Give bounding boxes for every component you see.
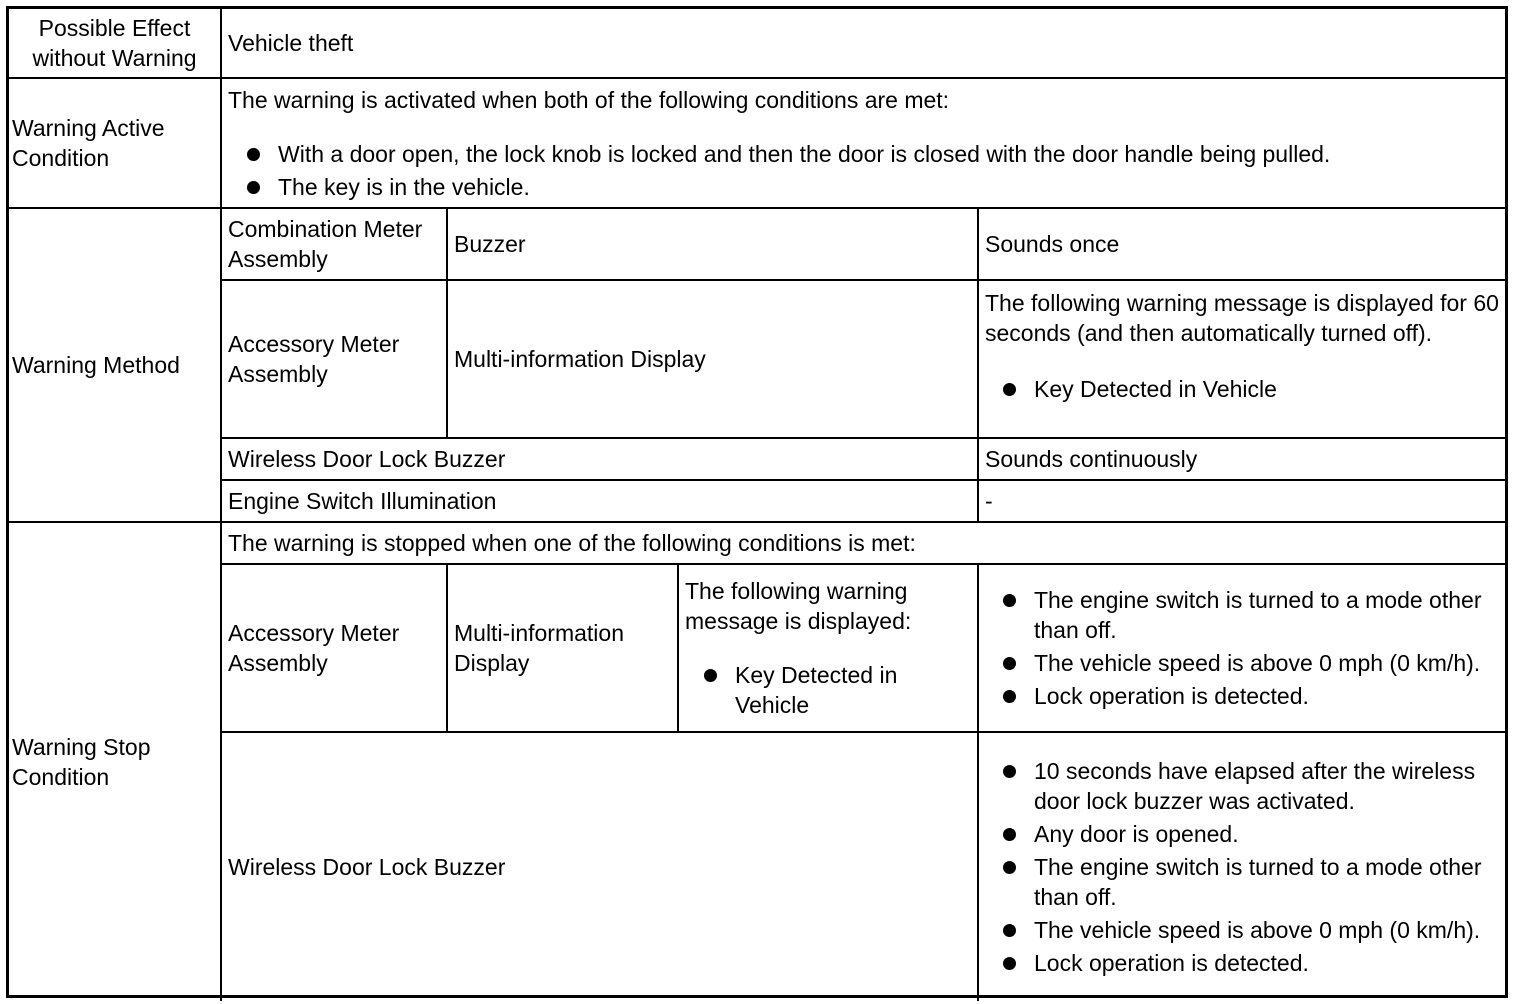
- method-device: Multi-information Display: [454, 346, 706, 372]
- stop-conditions: [985, 565, 1500, 731]
- bullet-icon: [1003, 594, 1016, 607]
- active-condition-label: Warning Active Condition: [12, 115, 165, 171]
- list-item: The vehicle speed is above 0 mph (0 km/h).: [1003, 915, 1500, 945]
- list-item: The engine switch is turned to a mode other than off.: [1003, 585, 1500, 645]
- stop-component: Accessory Meter Assembly: [228, 620, 400, 676]
- stop-conditions-list: [985, 585, 1500, 711]
- warning-method-label: Warning Method: [12, 352, 180, 378]
- possible-effect-value: Vehicle theft: [228, 30, 354, 56]
- stop-conditions-list: [985, 756, 1500, 978]
- list-item: The key is in the vehicle.: [247, 172, 1498, 202]
- list-item: The vehicle speed is above 0 mph (0 km/h).: [1003, 648, 1500, 678]
- stop-message: The following warning message is displayed: Key Detected in Vehicle: [685, 565, 975, 731]
- bullet-icon: [1003, 957, 1016, 970]
- method-device: Buzzer: [454, 231, 526, 257]
- bullet-icon: [1003, 828, 1016, 841]
- stop-component: Wireless Door Lock Buzzer: [228, 854, 506, 880]
- bullet-icon: [247, 148, 260, 161]
- bullet-icon: [1003, 383, 1016, 396]
- list-item: 10 seconds have elapsed after the wireless door lock buzzer was activated.: [1003, 756, 1500, 816]
- list-item: Lock operation is detected.: [1003, 948, 1500, 978]
- active-condition-content: [228, 85, 1498, 207]
- method-component: Combination Meter Assembly: [228, 216, 423, 272]
- bullet-icon: [1003, 690, 1016, 703]
- method-component: Engine Switch Illumination: [228, 488, 497, 514]
- method-component: Wireless Door Lock Buzzer: [228, 446, 506, 472]
- method-description: The following warning message is displayed for 60 seconds (and then automatically turned off). Key Detected in Vehicle: [985, 290, 1499, 402]
- bullet-icon: [1003, 765, 1016, 778]
- list-item: Key Detected in Vehicle: [985, 374, 1500, 404]
- method-description: -: [985, 488, 993, 514]
- list-item: The engine switch is turned to a mode other than off.: [1003, 852, 1500, 912]
- bullet-icon: [1003, 924, 1016, 937]
- method-component: Accessory Meter Assembly: [228, 331, 400, 387]
- warning-table: [6, 6, 1508, 998]
- active-condition-list: [228, 139, 1498, 202]
- bullet-icon: [1003, 657, 1016, 670]
- possible-effect-label: Possible Effect without Warning: [32, 15, 197, 71]
- list-item: Lock operation is detected.: [1003, 681, 1500, 711]
- stop-conditions: [985, 733, 1500, 1001]
- list-item: Any door is opened.: [1003, 819, 1500, 849]
- list-item: With a door open, the lock knob is locked and then the door is closed with the door handle being pulled.: [247, 139, 1498, 169]
- stop-device: Multi-information Display: [454, 620, 624, 676]
- active-condition-intro: The warning is activated when both of the following conditions are met:: [228, 87, 950, 113]
- method-description: Sounds continuously: [985, 446, 1198, 472]
- stop-condition-label: Warning Stop Condition: [12, 734, 151, 790]
- list-item: Key Detected in Vehicle: [685, 660, 975, 720]
- stop-condition-intro: The warning is stopped when one of the following conditions is met:: [228, 530, 916, 556]
- bullet-icon: [247, 181, 260, 194]
- method-description: Sounds once: [985, 231, 1120, 257]
- bullet-icon: [1003, 861, 1016, 874]
- bullet-icon: [704, 669, 717, 682]
